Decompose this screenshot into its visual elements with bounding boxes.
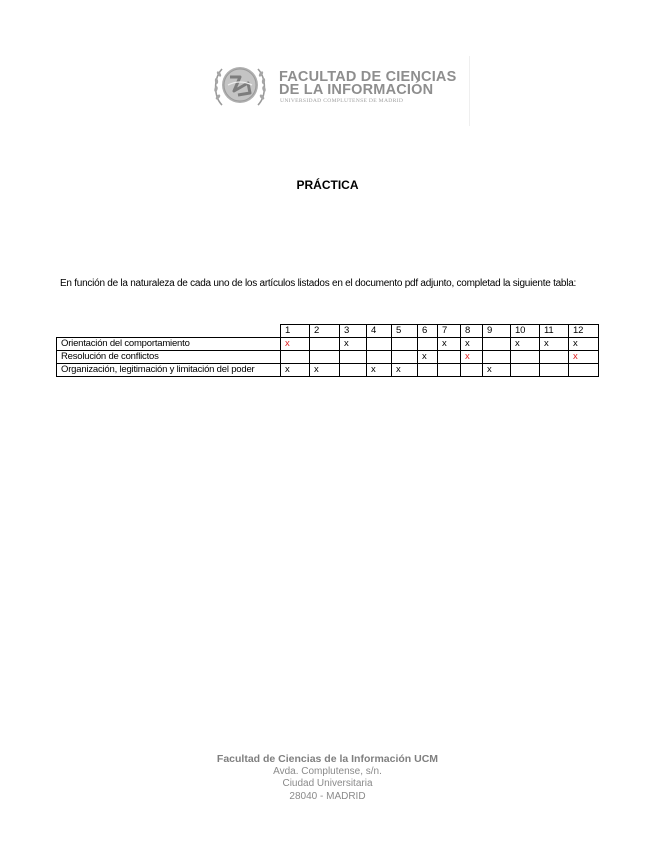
table-cell: [340, 364, 367, 377]
table-cell: [511, 364, 540, 377]
page-title: PRÁCTICA: [296, 178, 359, 192]
table-cell: x: [438, 338, 461, 351]
faculty-logo: [210, 56, 470, 118]
table-cell: [310, 338, 340, 351]
header-divider: [469, 56, 470, 126]
table-row: [57, 364, 599, 377]
table-cell: [511, 351, 540, 364]
table-cell: x: [569, 338, 599, 351]
column-header-5: 5: [392, 325, 418, 338]
footer-campus: Ciudad Universitaria: [282, 778, 373, 789]
page-footer: [0, 753, 655, 803]
table-cell: [418, 364, 438, 377]
table-cell: [310, 351, 340, 364]
table-corner-cell: [57, 325, 281, 338]
un-laurel-seal-icon: [210, 57, 270, 113]
faculty-name-line2: DE LA INFORMACIÓN: [279, 82, 434, 98]
table-cell: x: [461, 338, 483, 351]
table-cell: [367, 351, 392, 364]
column-header-2: 2: [310, 325, 340, 338]
table-cell: x: [569, 351, 599, 364]
table-cell: [418, 338, 438, 351]
university-name: UNIVERSIDAD COMPLUTENSE DE MADRID: [280, 98, 404, 104]
column-header-6: 6: [418, 325, 438, 338]
footer-city: 28040 - MADRID: [289, 790, 366, 802]
row-label: Orientación del comportamiento: [57, 338, 281, 351]
column-header-9: 9: [483, 325, 511, 338]
table-cell: x: [483, 364, 511, 377]
table-cell: x: [340, 338, 367, 351]
table-cell: [281, 351, 310, 364]
column-header-8: 8: [461, 325, 483, 338]
table-cell: x: [281, 338, 310, 351]
table-cell: [540, 351, 569, 364]
column-header-12: 12: [569, 325, 599, 338]
table-cell: [569, 364, 599, 377]
table-cell: [438, 364, 461, 377]
instructions-text: En función de la naturaleza de cada uno de los artículos listados en el documento pdf adjunto, completad la siguiente tabla:: [60, 278, 577, 289]
row-label: Resolución de conflictos: [57, 351, 281, 364]
table-cell: x: [540, 338, 569, 351]
row-label: Organización, legitimación y limitación del poder: [57, 364, 281, 377]
table-cell: [483, 338, 511, 351]
table-cell: x: [281, 364, 310, 377]
table-cell: [340, 351, 367, 364]
table-header-row: [57, 325, 599, 338]
table-row: [57, 338, 599, 351]
table-cell: x: [367, 364, 392, 377]
table-cell: x: [310, 364, 340, 377]
column-header-1: 1: [281, 325, 310, 338]
classification-table: [56, 324, 599, 377]
table-cell: x: [392, 364, 418, 377]
table-cell: [461, 364, 483, 377]
table-cell: x: [461, 351, 483, 364]
table-cell: [483, 351, 511, 364]
column-header-3: 3: [340, 325, 367, 338]
faculty-name-line1: FACULTAD DE CIENCIAS: [279, 69, 457, 85]
column-header-4: 4: [367, 325, 392, 338]
table-cell: x: [511, 338, 540, 351]
table-cell: [392, 351, 418, 364]
table-cell: [438, 351, 461, 364]
column-header-11: 11: [540, 325, 569, 338]
table-cell: [392, 338, 418, 351]
footer-address: Avda. Complutense, s/n.: [273, 765, 382, 777]
table-row: [57, 351, 599, 364]
table-cell: [367, 338, 392, 351]
column-header-10: 10: [511, 325, 540, 338]
table-cell: x: [418, 351, 438, 364]
table-cell: [540, 364, 569, 377]
column-header-7: 7: [438, 325, 461, 338]
footer-institution: Facultad de Ciencias de la Información UCM: [216, 753, 439, 765]
